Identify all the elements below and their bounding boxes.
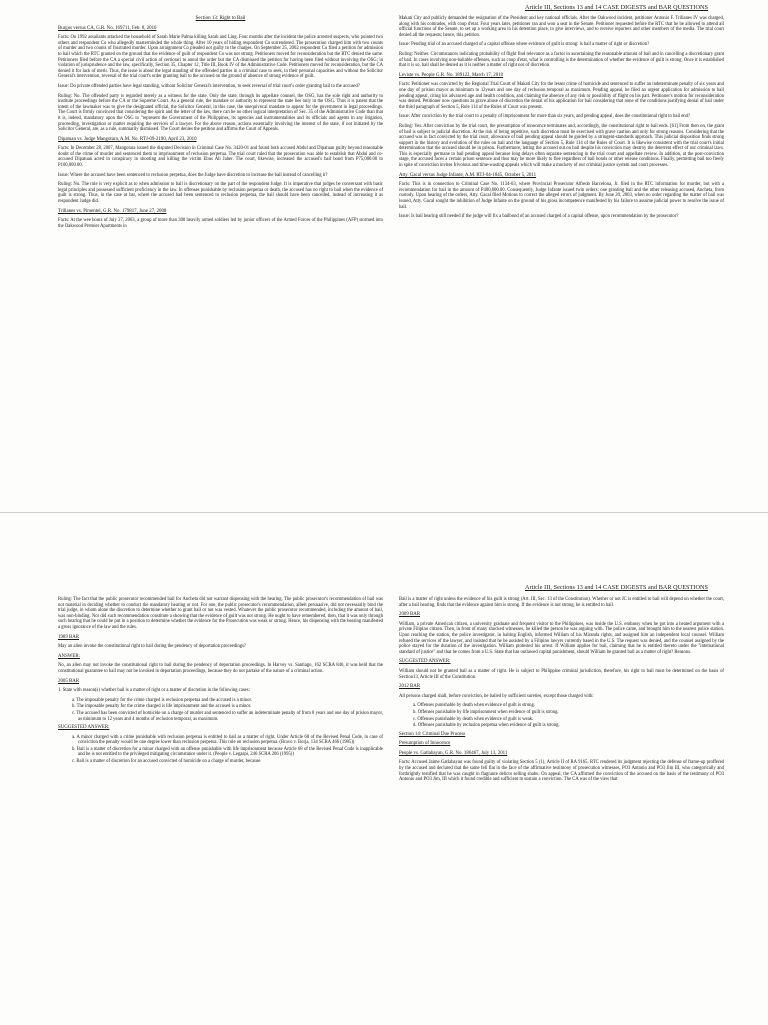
bar-question: William, a private American citizen, a university graduate and frequent visitor to the Philippines, was inside the U.S. embassy when he got into a heated argument with a private Filipino citizen. Then, in front of many shocked witnesses, he killed the person he was arguing with. The police came, and brought him to the nearest police station. Upon reaching the station, the police investigator, in halting English, informed William of his Miranda rights, and assigned him an independent local counsel. William refused the services of the lawyer, and insisted that he be assisted by a Filipino lawyer currently based in the U.S. The request was denied, and the counsel assigned by the police stayed for the duration of the investigation. William protested his arrest. If William applies for bail, claiming that he is entitled thereto under the "international standard of justice" and that he comes from a U.S. State that has outlawed capital punishment, should William be granted bail as a matter of right? Reasons. <box>399 621 724 655</box>
case-title: Leviste vs. People G.R. No. 189122, March 17, 2010 <box>399 72 504 78</box>
answer-item: b. Bail is a matter of discretion for a minor charged with an offense punishable with life imprisonment because Article 68 of the Revised Penal Code is inapplicable and he is not entitled to the privileged mitigating circumstance under it. (People v. Legaspi, 246 SCRA 206 (1995)) <box>72 746 383 758</box>
case-facts: Facts: This is in connection to Criminal Case No. 1134-03, where Provincial Prosecutor Alfredo Barcelona, Jr. filed in the RTC information for murder, but with a recommendation for bail in the amount of P400,000.00. Consequently, Judge Infante issued twin orders: one granting bail and the other releasing accused, Ancheta, from custody. Upon hearing of the orders, Atty. Gacal filed Motions to correct the alleged errors of judgment. By June 20, 2003, when no order regarding the matter of bail was issued, Atty. Gacal sought the inhibition of Judge Infante on the ground of his gross incompetence manifested by his failure to assume judicial power to resolve the issue of bail. <box>399 182 724 210</box>
bar-year-heading: 2009 BAR <box>399 612 421 618</box>
case-title: People vs. Gatlabayan, G.R. No. 186467, July 13, 2011 <box>399 750 508 756</box>
case-facts-continued: Makati City and publicly demanded the resignation of the President and key national officials. After the Oakwood incident, petitioner Antonio F. Trillanes IV was charged, along with his comrades, with coup d'etat. Four years later, petitioner ran and won a seat in the Senate. Petitioner requested before the RTC that he be allowed to attend all official functions of the Senate, to set up a working area in his detention place, to give interviews, and to receive reporters and other members of the media. The trial court denied all the requests; hence, this petition. <box>399 16 724 38</box>
answer-label: SUGGESTED ANSWER: <box>399 659 451 665</box>
running-head: Article III, Sections 13 and 14 CASE DIGESTS and BAR QUESTIONS <box>524 584 708 591</box>
section-title: Section 13: Right to Bail <box>195 16 246 21</box>
answer-item: c. Bail is a matter of discretion for an accused convicted of homicide on a charge of murder, because <box>72 759 261 765</box>
answer-label: SUGGESTED ANSWER: <box>58 725 110 731</box>
page-1 <box>0 0 768 512</box>
case-facts: Facts: On 1992 assailants attacked the household of Sarah Marie Palma killing Sarah and Ling. Four months after the incident the police arrested suspects, who pointed two others and respondent Co who allegedly masterminded the whole thing. After 10 years of hiding respondent Co surrendered. The prosecution charged him with two counts of murder and two counts of frustrated murder. Upon arraignment Co pleaded not guilty to the charges. On September 25, 2002 respondent Co filed a petition for admission to bail which the RTC granted on the ground that the evidence of guilt of respondent Co was not strong. Petitioners moved for reconsideration but the RTC denied the same. Petitioners filed before the CA a special civil action of certiorari to annul the order but the CA dismissed the petition for having been filed without involving the OSG; in violation of jurisprudence and the law, specifically, Section 35, Chapter 12, Title III, Book IV of the Administrative Code. Petitioners moved for reconsideration, but the CA denied it for lack of merit. Thus, the issue is about the legal standing of the offended parties in a criminal case to seek, in their personal capacities and without the Solicitor General's intervention, reversal of the trial court's order granting bail to the accused on the ground of absence of strong evidence of guilt. <box>58 35 383 80</box>
running-head: Article III, Sections 13 and 14 CASE DIGESTS and BAR QUESTIONS <box>524 4 708 11</box>
case-title: Atty. Gacal versus Judge Infante, A.M. RTJ-04-1845, October 5, 2011 <box>399 172 537 178</box>
question-item: b. The imposable penalty for the crime charged is life imprisonment and the accused is a minor. <box>72 704 252 710</box>
case-facts: Facts: In December 28, 2007, Mangotara issued the disputed Decision in Criminal Case No. 3420-01 and found both accused Abdul and Dipatuan guilty beyond reasonable doubt of the crime of murder and sentenced them to imprisonment of reclusion perpetua. The trial court ruled that the prosecution was able to establish that Abdul and co-accused Dipatuan acted in conspiracy in shooting and killing the victim Ebus Ali Jaber. The court, likewise, increased the accused's bail bond from P75,000.00 to P100,000.00. <box>58 146 383 169</box>
case-facts: Facts: Accused Jaime Gatlabayan was found guilty of violating Section 5 (1), Article II of RA 9165. RTC rendered its judgment rejecting the defense of frame-up proffered by the accused and declared that the same fell flat in the face of the affirmative testimony of prosecution witnesses, PO3 Antonio and PO3 Jim III, who categorically and forthrightly testified that he was caught in flagrante delicto selling shabu. On appeal, the CA affirmed the conviction of the accused on the basis of the testimony of PO3 Antonio and PO3 Jim, III which it found credible and sufficient to sustain a conviction. The CA was of the view that <box>399 760 724 783</box>
left-column <box>58 597 383 1023</box>
case-issue: Issue: After conviction by the trial court to a penalty of imprisonment for more than six years, and pending appeal, does the constitutional right to bail end? <box>399 114 691 120</box>
right-column <box>399 16 724 508</box>
bar-question: 1. State with reason(s) whether bail is a matter of right or a matter of discretion in the following cases: <box>58 688 250 694</box>
question-item: c. The accused has been convicted of homicide on a charge of murder and sentenced to suffer an indeterminate penalty of from 8 years and one day of prision mayor, as minimum to 12 years and 4 months of reclusion temporal, as maximum. <box>72 710 383 722</box>
case-title: Dipatuan vs. Judge Mangotara, A.M. No. RTJ-09-2190, April 23, 2010 <box>58 136 197 142</box>
case-issue: Issue: Is bail hearing still needed if the judge will fix a bailbond of an accused charged of a capital offense, upon recommendation by the prosecutor? <box>399 214 679 220</box>
case-facts: Facts: Petitioner was convicted by the Regional Trial Court of Makati City for the lesser crime of homicide and sentenced to suffer an indeterminate penalty of six years and one day of prision mayor as minimum to 12years and one day of reclusion temporal as maximum. Pending appeal, he filed an urgent application for admission to bail pending appeal, citing his advanced age and health condition, and claiming the absence of any risk or possibility of flight on his part. Petitioner's motion for reconsideration was denied. Petitioner now questions as grave abuse of discretion the denial of his application for bail considering that none of the conditions justifying denial of bail under the third paragraph of Section 5, Rule 114 of the Rules of Court was present. <box>399 82 724 110</box>
case-issue: Issue: Do private offended parties have legal standing, without Solicitor General's intervention, to seek reversal of trial court's order granting bail to the accused? <box>58 83 360 89</box>
case-title: Trillanes vs. Pimentel, G.R. No. 179817, June 27, 2008 <box>58 208 167 214</box>
right-column <box>399 597 724 1023</box>
question-item: a. The imposable penalty for the crime charged is reclusion perpetua and the accused is a minor. <box>72 697 252 703</box>
bar-question: May an alien invoke the constitutional right to bail during the pendency of deportation proceedings? <box>58 644 246 650</box>
case-issue: Issue: Pending trial of an accused charged of a capital offense where evidence of guilt is strong: is bail a matter of right or discretion? <box>399 42 650 48</box>
bar-answer: William should not be granted bail as a matter of right. He is subject to Philippine criminal jurisdiction, therefore, his right to bail must be determined on the basis of Section13, Article III of the Constitution. <box>399 668 724 680</box>
case-ruling: Ruling: Yes. After conviction by the trial court, the presumption of innocence terminates and, accordingly, the constitutional right to bail ends. [61] From then on, the grant of bail is subject to judicial discretion. At the risk of being repetitive, such discretion must be exercised with grave caution and only for strong reasons. Considering that the accused was in fact convicted by the trial court, allowance of bail pending appeal should be guided by a stringent-standards approach. This judicial disposition finds strong support in the history and evolution of the rules on bail and the language of Section 5, Rule 114 of the Rules of Court. It is likewise consistent with the trial court's initial determination that the accused should be in prison. Furthermore, letting the accused out on bail despite his conviction may destroy the deterrent effect of our criminal laws. This is especially germane to bail pending appeal because long delays often separate sentencing in the trial court and appellate review. In addition, at the post-conviction stage, the accused faces a certain prison sentence and thus may be more likely to flee regardless of bail bonds or other release conditions. Finally, permitting bail too freely in spite of conviction invites frivolous and time-wasting appeals which will make a mockery of our criminal justice system and court processes. <box>399 123 724 169</box>
case-ruling: Ruling: The fact that the public prosecutor recommended bail for Ancheta did not warrant dispensing with the hearing. The public prosecutor's recommendation of bail was not material in deciding whether to conduct the mandatory hearing or not. For one, the public prosecutor's recommendation, albeit persuasive, did not necessarily bind the trial judge, in whom alone the discretion to determine whether to grant bail or not was vested. Whatever the public prosecutor recommended, including the amount of bail, was non-binding. Nor did such recommendation constitute a showing that the evidence of guilt was not strong. He ought to have remembered, then, that it was only through such hearing that he could be put in a position to determine whether the evidence for the Prosecution was weak or strong. Hence, his dispensing with the hearing manifested a gross ignorance of the law and the rules. <box>58 597 383 630</box>
page-2 <box>0 512 768 1025</box>
answer-item: a. A minor charged with a crime punishable with reclusion perpetua is entitled to bail as a matter of right. Under Article 68 of the Revised Penal Code, in case of conviction the penalty would be one degree lower than reclusion perpetua. This rule on reclusion perpetua. (Bravo v. Borja, 134 SCRA 466 (1985)) <box>72 734 383 746</box>
choice-item: b. Offenses punishable by life imprisonment when evidence of guilt is strong. <box>413 709 559 715</box>
bar-year-heading: 2005 BAR <box>58 678 80 684</box>
bar-question: All persons charged shall, before conviction, be bailed by sufficient sureties, except those charged with: <box>399 693 594 699</box>
case-ruling: Ruling: Neither. Circumstances indicating probability of flight find relevance as a factor in ascertaining the reasonable amount of bail and in cancelling a discretionary grant of bail. In cases involving non-bailable offenses, such as coup d'etat, what is controlling is the determination of whether the evidence of guilt is strong. Once it is established that it is so, bail shall be denied as it is neither a matter of right nor of discretion. <box>399 51 724 69</box>
case-ruling: Ruling: No. The offended party is regarded merely as a witness for the state. Only the state, through its appellate counsel, the OSG, has the sole right and authority to institute proceedings before the CA or the Supreme Court. As a general rule, the mandate or authority to represent the state lies only in the OSG. Thus it is patent that the intent of the lawmaker was to give the designated official, the Solicitor General, in this case, the unequivocal mandate to appear for the government in legal proceedings. The Court is firmly convinced that considering the spirit and the letter of the law, there can be no other logical interpretation of Sec. 35 of the Administrative Code than that it is, indeed, mandatory upon the OSG to "represent the Government of the Philippines, its agencies and instrumentalities and its officials and agents in any litigation, proceeding, investigation or matter requiring the services of a lawyer. For the above reason, actions essentially involving the interest of the state, if not initiated by the Solicitor General, are, as a rule, summarily dismissed. The Court denies the petition and affirms the Court of Appeals. <box>58 93 383 133</box>
case-facts: Facts: At the wee hours of July 27, 2003, a group of more than 300 heavily armed soldiers led by junior officers of the Armed Forces of the Philippines (AFP) stormed into the Oakwood Premier Apartments in <box>58 218 383 229</box>
bar-year-heading: 2012 BAR <box>399 684 421 690</box>
bar-year-heading: 1989 BAR <box>58 634 80 640</box>
choice-item: d. Offenses punishable by reclusion perpetua when evidence of guilt is strong. <box>413 723 560 729</box>
section-title: Section 14: Criminal Due Process <box>399 731 466 737</box>
left-column <box>58 16 383 508</box>
answer-label: ANSWER: <box>58 653 81 659</box>
subsection-title: Presumption of Innocence <box>399 741 451 747</box>
case-issue: Issue: Where the accused have been sentenced to reclusion perpetua, does the Judge have discretion to increase the bail instead of cancelling it? <box>58 172 328 178</box>
answer-continued: Bail is a matter of right unless the evidence of his guilt is strong (Art. III, Sec. 13 of the Constitution). Whether or not JC is entitled to bail will depend on whether the court, after a bail hearing, finds that the evidence against him is strong. If the evidence is not strong, he is entitled to bail. <box>399 597 724 608</box>
case-ruling: Ruling: No. The rule is very explicit as to when admission to bail is discretionary on the part of the respondent Judge. It is imperative that judges be conversant with basic legal principles and possessed sufficient proficiency in the law. In offenses punishable by reclusion perpetua or death, the accused has no right to bail when the evidence of guilt is strong. Thus, in the case at bar, where the accused had been sentenced to reclusion perpetua, the bail should have been cancelled, instead of increasing it as respondent Judge did. <box>58 182 383 205</box>
choice-item: c. Offenses punishable by death when evidence of guilt is weak. <box>413 716 534 722</box>
choice-item: a. Offenses punishable by death when evidence of guilt is strong. <box>413 703 536 709</box>
case-title: Burgos versus CA, G.R. No. 169711, Feb. 8, 2010 <box>58 25 157 31</box>
bar-answer: No, an alien may not invoke the constitutional right to bail during the pendency of deportation proceedings. In Harvey vs. Santiago, 162 SCRA 840, it was held that the constitutional guarantee to bail may not be invoked in deportation proceedings, because they do not partake of the nature of a criminal action. <box>58 663 383 674</box>
